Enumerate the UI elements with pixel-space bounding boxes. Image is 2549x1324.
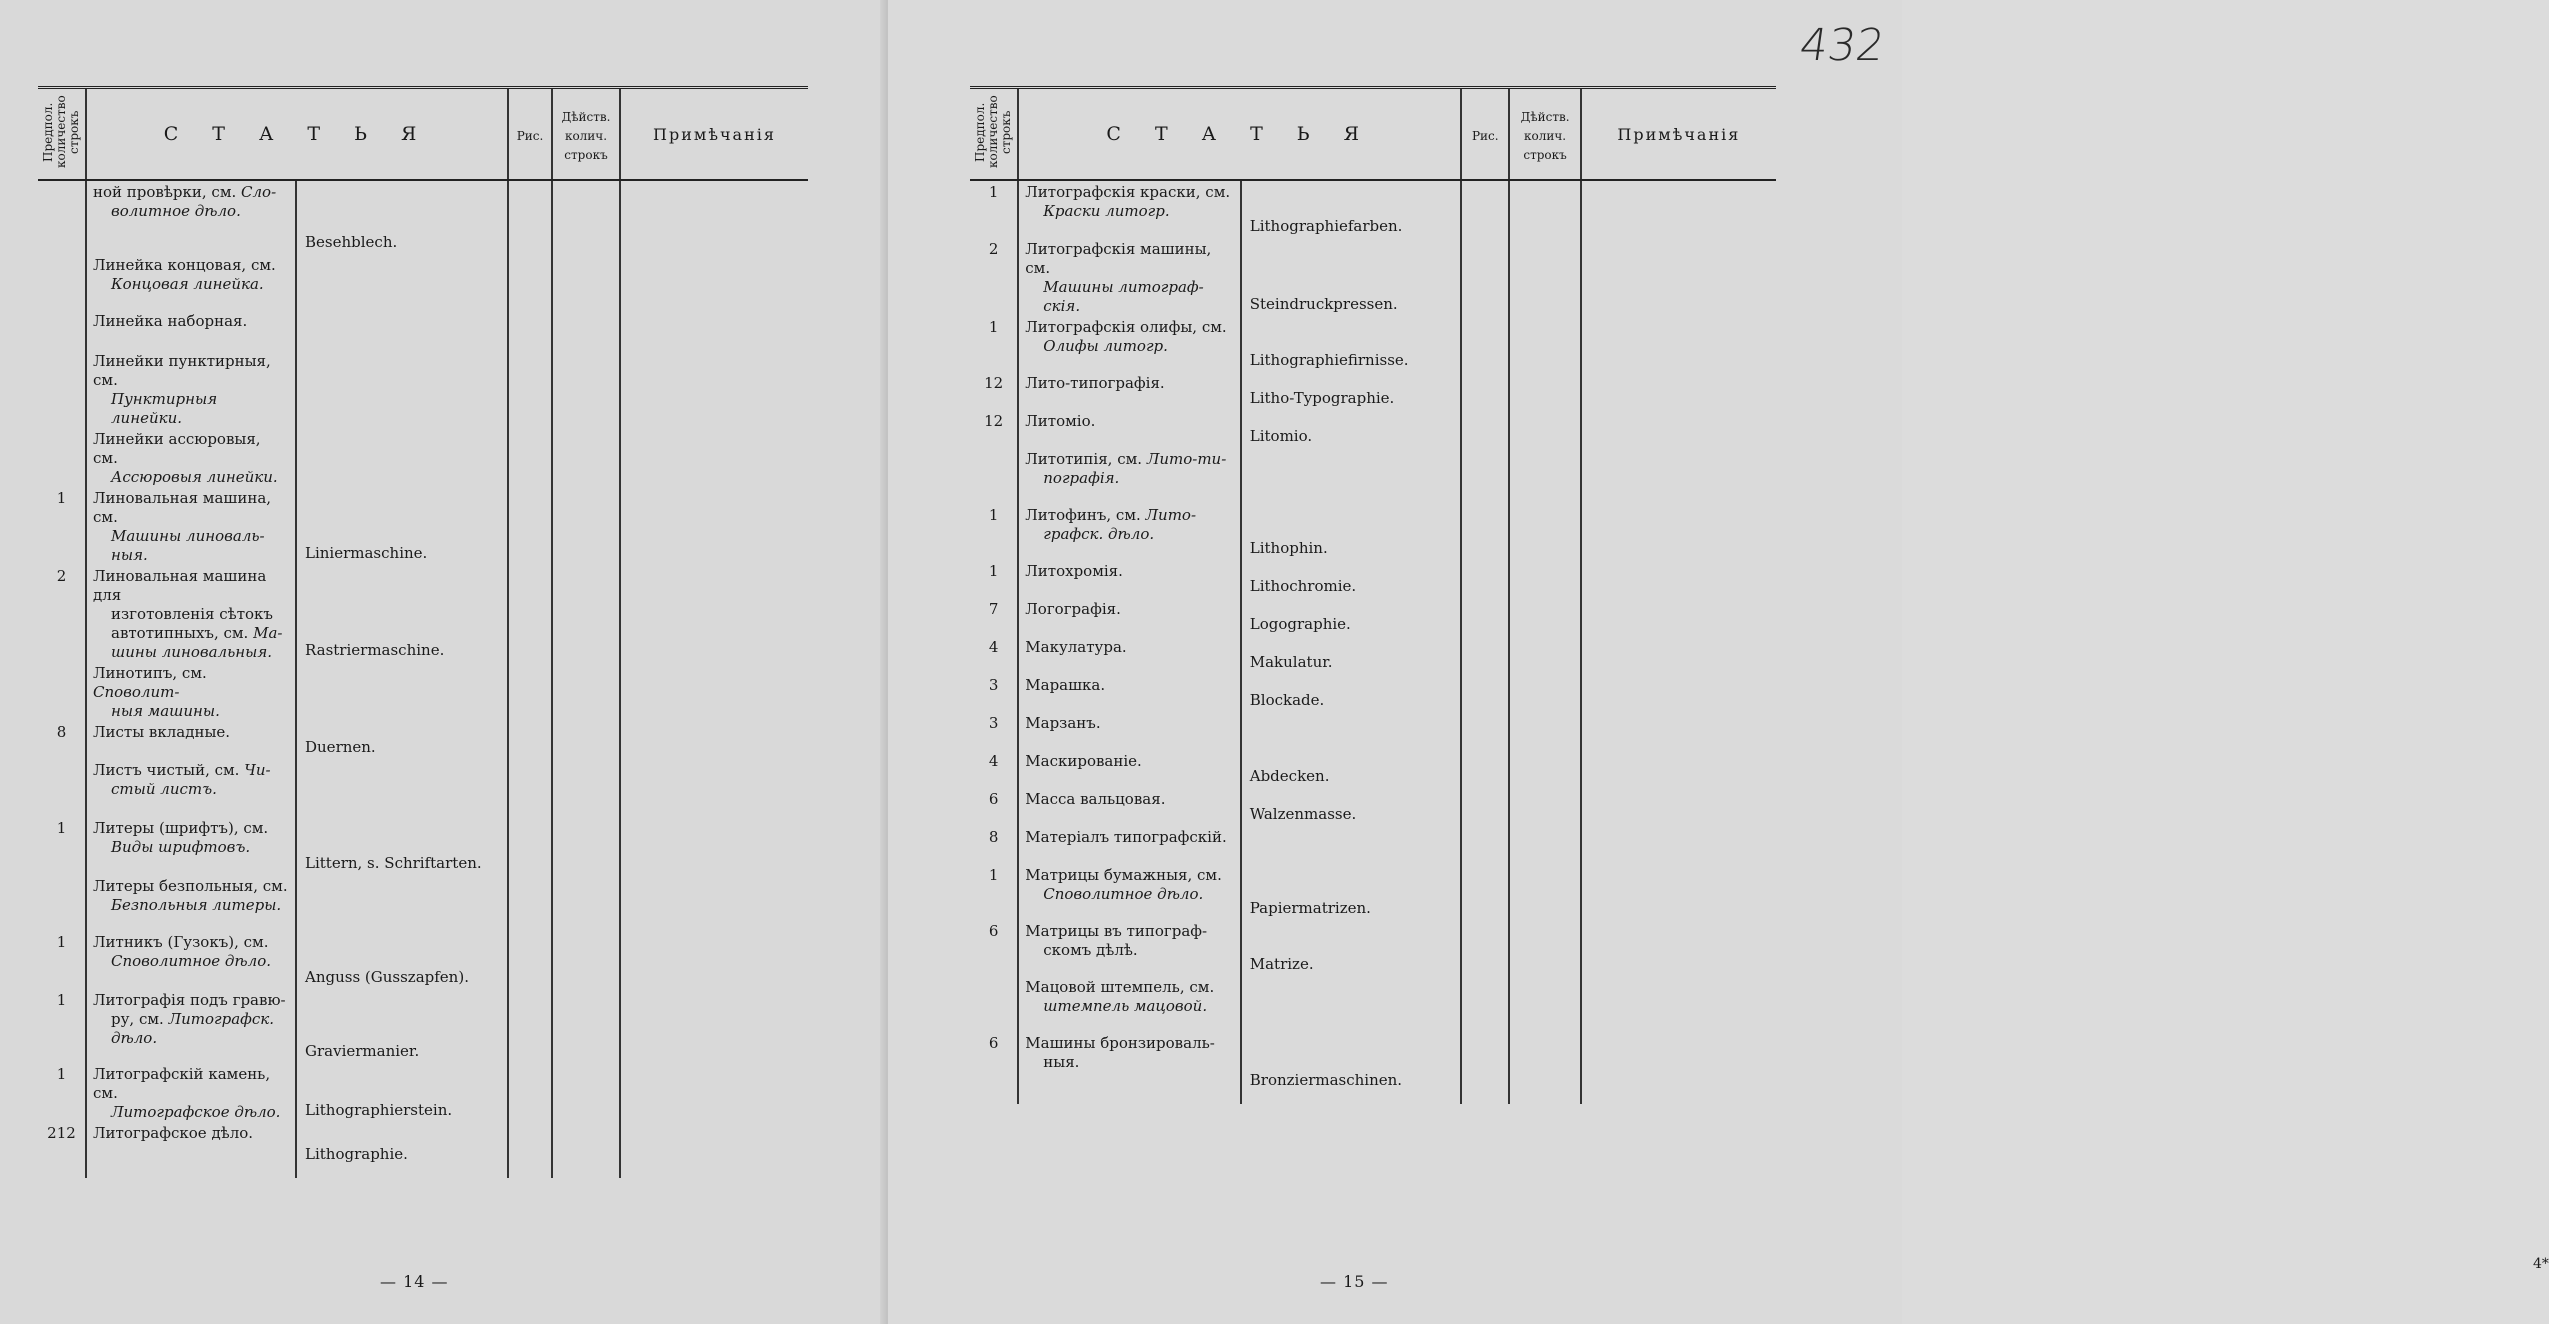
page-number: — 14 —	[380, 1272, 449, 1291]
header-fig: Рис.	[508, 88, 552, 181]
row-line-count: 1	[988, 183, 999, 201]
row-notes	[1581, 448, 1776, 504]
row-fig	[508, 989, 552, 1063]
header-notes: Примѣчанія	[620, 88, 808, 181]
register-table-right	[970, 86, 1776, 1104]
header-count: Предпол. количество строкъ	[970, 88, 1018, 181]
row-actual-count	[1509, 238, 1580, 316]
row-notes	[620, 875, 808, 931]
row-german-term: Litho-Typographie.	[1241, 372, 1461, 410]
row-article: Линотипъ, см. Споволит- ныя машины.	[86, 662, 296, 721]
row-article: Литографскія машины, см. Машины литограф- скія.	[1018, 238, 1240, 316]
row-article: Литохромія.	[1018, 560, 1240, 598]
header-actual: Дѣйств. колич. строкъ	[1509, 88, 1580, 181]
row-actual-count	[552, 254, 620, 310]
row-notes	[1581, 636, 1776, 674]
row-actual-count	[1509, 560, 1580, 598]
table-row	[970, 1032, 1776, 1092]
table-row	[38, 989, 808, 1063]
row-notes	[620, 1122, 808, 1166]
row-fig	[508, 1122, 552, 1166]
row-line-count	[970, 976, 1018, 1032]
row-line-count: 3	[988, 714, 999, 732]
row-article: Литеры безпольныя, см. Безпольныя литеры.	[86, 875, 296, 931]
row-actual-count	[1509, 410, 1580, 448]
filler-cell	[296, 1166, 508, 1178]
table-row	[970, 598, 1776, 636]
row-actual-count	[552, 350, 620, 428]
row-german-term: Lithochromie.	[1241, 560, 1461, 598]
filler-cell	[1461, 1092, 1509, 1104]
row-fig	[508, 254, 552, 310]
table-row	[38, 759, 808, 817]
row-notes	[620, 565, 808, 662]
row-article: Литографія подъ гравю- ру, см. Литографск. дѣло.	[86, 989, 296, 1063]
row-line-count	[970, 448, 1018, 504]
row-german-term: Lithographierstein.	[296, 1063, 508, 1122]
row-german-term: Abdecken.	[1241, 750, 1461, 788]
row-german-term: Duernen.	[296, 721, 508, 759]
table-row	[970, 750, 1776, 788]
row-article: Марзанъ.	[1018, 712, 1240, 750]
row-article: Линейки ассюровыя, см. Ассюровыя линейки.	[86, 428, 296, 487]
row-fig	[508, 180, 552, 254]
row-fig	[1461, 636, 1509, 674]
row-actual-count	[552, 1122, 620, 1166]
table-row	[38, 931, 808, 989]
row-notes	[1581, 750, 1776, 788]
row-fig	[1461, 1032, 1509, 1092]
row-fig	[508, 875, 552, 931]
row-line-count	[38, 310, 86, 350]
row-fig	[1461, 826, 1509, 864]
row-german-term: Besehblech.	[296, 180, 508, 254]
row-fig	[508, 310, 552, 350]
row-fig	[1461, 788, 1509, 826]
row-line-count: 1	[988, 318, 999, 336]
row-fig	[1461, 560, 1509, 598]
row-article: Листы вкладные.	[86, 721, 296, 759]
row-fig	[508, 350, 552, 428]
row-german-term: Steindruckpressen.	[1241, 238, 1461, 316]
row-line-count: 3	[988, 676, 999, 694]
row-notes	[1581, 180, 1776, 238]
row-notes	[1581, 712, 1776, 750]
row-notes	[1581, 1032, 1776, 1092]
row-notes	[1581, 920, 1776, 976]
row-article: Литофинъ, см. Лито- графск. дѣло.	[1018, 504, 1240, 560]
table-row	[970, 316, 1776, 372]
row-article: Литографское дѣло.	[86, 1122, 296, 1166]
row-line-count: 6	[988, 790, 999, 808]
page-number: — 15 —	[1320, 1272, 1389, 1291]
row-notes	[1581, 598, 1776, 636]
row-german-term: Lithographiefirnisse.	[1241, 316, 1461, 372]
row-fig	[1461, 180, 1509, 238]
row-notes	[620, 759, 808, 817]
row-german-term	[1241, 826, 1461, 864]
filler-cell	[1241, 1092, 1461, 1104]
row-line-count: 1	[56, 819, 67, 837]
row-german-term: Blockade.	[1241, 674, 1461, 712]
row-actual-count	[1509, 448, 1580, 504]
row-line-count: 4	[988, 638, 999, 656]
row-article: Линейка наборная.	[86, 310, 296, 350]
row-notes	[620, 989, 808, 1063]
row-line-count: 212	[47, 1124, 76, 1142]
row-german-term: Litomio.	[1241, 410, 1461, 448]
row-actual-count	[1509, 788, 1580, 826]
table-filler-row	[970, 1092, 1776, 1104]
row-line-count: 1	[56, 1065, 67, 1083]
row-actual-count	[552, 487, 620, 565]
row-article: Линовальная машина для изготовленія сѣтокъ автотипныхъ, см. Ма- шины линовальныя.	[86, 565, 296, 662]
row-line-count: 2	[56, 567, 67, 585]
row-german-term: Bronziermaschinen.	[1241, 1032, 1461, 1092]
table-row	[970, 674, 1776, 712]
row-actual-count	[552, 989, 620, 1063]
row-german-term	[296, 662, 508, 721]
row-article: Машины бронзироваль- ныя.	[1018, 1032, 1240, 1092]
row-actual-count	[1509, 826, 1580, 864]
row-fig	[1461, 598, 1509, 636]
row-article: Литоміо.	[1018, 410, 1240, 448]
row-fig	[1461, 750, 1509, 788]
row-german-term: Rastriermaschine.	[296, 565, 508, 662]
table-row	[970, 976, 1776, 1032]
row-notes	[1581, 560, 1776, 598]
row-line-count: 8	[988, 828, 999, 846]
row-notes	[620, 487, 808, 565]
filler-cell	[1581, 1092, 1776, 1104]
row-fig	[1461, 712, 1509, 750]
row-article: Литографскія олифы, см. Олифы литогр.	[1018, 316, 1240, 372]
row-line-count: 1	[56, 489, 67, 507]
row-notes	[620, 817, 808, 875]
table-row	[38, 1063, 808, 1122]
table-row	[970, 504, 1776, 560]
row-line-count: 12	[984, 412, 1004, 430]
row-notes	[620, 180, 808, 254]
row-fig	[508, 487, 552, 565]
row-german-term: Makulatur.	[1241, 636, 1461, 674]
row-line-count: 7	[988, 600, 999, 618]
row-actual-count	[552, 759, 620, 817]
row-notes	[620, 350, 808, 428]
row-fig	[508, 721, 552, 759]
row-actual-count	[552, 662, 620, 721]
table-row	[970, 826, 1776, 864]
row-actual-count	[552, 180, 620, 254]
row-line-count: 1	[56, 933, 67, 951]
table-row	[38, 254, 808, 310]
row-german-term	[296, 254, 508, 310]
row-actual-count	[1509, 712, 1580, 750]
row-german-term: Littern, s. Schriftarten.	[296, 817, 508, 875]
row-actual-count	[1509, 864, 1580, 920]
row-fig	[508, 428, 552, 487]
row-german-term	[296, 310, 508, 350]
table-row	[970, 448, 1776, 504]
row-fig	[508, 931, 552, 989]
row-notes	[620, 721, 808, 759]
row-line-count: 1	[988, 506, 999, 524]
filler-cell	[970, 1092, 1018, 1104]
row-article: Логографія.	[1018, 598, 1240, 636]
table-row	[970, 920, 1776, 976]
row-fig	[508, 565, 552, 662]
row-line-count	[38, 350, 86, 428]
table-filler-row	[38, 1166, 808, 1178]
row-article: Линейки пунктирныя, см. Пунктирныя линейки.	[86, 350, 296, 428]
row-actual-count	[1509, 920, 1580, 976]
header-count: Предпол. количество строкъ	[38, 88, 86, 181]
table-row	[38, 1122, 808, 1166]
row-actual-count	[552, 931, 620, 989]
row-line-count: 6	[988, 1034, 999, 1052]
row-fig	[508, 662, 552, 721]
folio-number: 432	[1796, 20, 1888, 71]
table-row	[970, 788, 1776, 826]
row-line-count: 8	[56, 723, 67, 741]
row-notes	[620, 931, 808, 989]
row-german-term	[296, 428, 508, 487]
row-german-term: Logographie.	[1241, 598, 1461, 636]
filler-cell	[620, 1166, 808, 1178]
filler-cell	[1018, 1092, 1240, 1104]
row-fig	[1461, 410, 1509, 448]
table-row	[38, 487, 808, 565]
table-row	[970, 410, 1776, 448]
row-line-count	[38, 759, 86, 817]
row-article: Макулатура.	[1018, 636, 1240, 674]
row-line-count	[38, 662, 86, 721]
table-row	[970, 560, 1776, 598]
row-german-term	[1241, 976, 1461, 1032]
table-row	[970, 864, 1776, 920]
row-fig	[1461, 448, 1509, 504]
row-article: Литотипія, см. Лито-ти- пографія.	[1018, 448, 1240, 504]
header-article: С Т А Т Ь Я	[86, 88, 508, 181]
row-line-count: 1	[988, 562, 999, 580]
table-row	[38, 428, 808, 487]
row-german-term: Matrize.	[1241, 920, 1461, 976]
row-actual-count	[1509, 504, 1580, 560]
row-actual-count	[552, 1063, 620, 1122]
row-fig	[1461, 976, 1509, 1032]
row-german-term: Lithographiefarben.	[1241, 180, 1461, 238]
row-fig	[1461, 674, 1509, 712]
row-article: Мацовой штемпель, см. штемпель мацовой.	[1018, 976, 1240, 1032]
row-line-count: 1	[988, 866, 999, 884]
row-actual-count	[1509, 180, 1580, 238]
header-fig: Рис.	[1461, 88, 1509, 181]
table-row	[970, 372, 1776, 410]
row-actual-count	[1509, 316, 1580, 372]
row-article: Литникъ (Гузокъ), см. Споволитное дѣло.	[86, 931, 296, 989]
row-line-count: 12	[984, 374, 1004, 392]
row-notes	[620, 310, 808, 350]
row-notes	[1581, 410, 1776, 448]
page-left	[0, 0, 888, 1324]
row-actual-count	[1509, 598, 1580, 636]
row-german-term	[1241, 712, 1461, 750]
table-row	[38, 310, 808, 350]
row-notes	[1581, 372, 1776, 410]
row-actual-count	[552, 310, 620, 350]
header-notes: Примѣчанія	[1581, 88, 1776, 181]
signature-mark: 4*	[2533, 1256, 2549, 1272]
table-row	[970, 238, 1776, 316]
row-actual-count	[552, 428, 620, 487]
row-notes	[1581, 864, 1776, 920]
row-fig	[1461, 504, 1509, 560]
row-notes	[620, 662, 808, 721]
filler-cell	[552, 1166, 620, 1178]
row-article: Матеріалъ типографскій.	[1018, 826, 1240, 864]
row-german-term	[296, 875, 508, 931]
row-german-term: Walzenmasse.	[1241, 788, 1461, 826]
row-actual-count	[552, 875, 620, 931]
row-article: Масса вальцовая.	[1018, 788, 1240, 826]
row-article: Литографскія краски, см. Краски литогр.	[1018, 180, 1240, 238]
row-article: Матрицы бумажныя, см. Споволитное дѣло.	[1018, 864, 1240, 920]
row-actual-count	[552, 565, 620, 662]
table-row	[38, 180, 808, 254]
row-german-term: Anguss (Gusszapfen).	[296, 931, 508, 989]
row-fig	[508, 759, 552, 817]
table-row	[38, 721, 808, 759]
row-actual-count	[1509, 750, 1580, 788]
row-fig	[1461, 238, 1509, 316]
row-line-count	[38, 428, 86, 487]
row-actual-count	[1509, 636, 1580, 674]
table-row	[38, 662, 808, 721]
filler-cell	[86, 1166, 296, 1178]
row-article: Линовальная машина, см. Машины линоваль- ныя.	[86, 487, 296, 565]
row-german-term	[296, 759, 508, 817]
header-actual: Дѣйств. колич. строкъ	[552, 88, 620, 181]
row-actual-count	[552, 721, 620, 759]
row-german-term	[1241, 448, 1461, 504]
header-article: С Т А Т Ь Я	[1018, 88, 1461, 181]
row-line-count: 4	[988, 752, 999, 770]
row-notes	[1581, 976, 1776, 1032]
row-actual-count	[1509, 976, 1580, 1032]
row-notes	[1581, 674, 1776, 712]
table-row	[970, 636, 1776, 674]
row-notes	[620, 254, 808, 310]
row-german-term: Papiermatrizen.	[1241, 864, 1461, 920]
row-article: Лито-типографія.	[1018, 372, 1240, 410]
row-line-count: 1	[56, 991, 67, 1009]
row-fig	[508, 1063, 552, 1122]
row-notes	[1581, 316, 1776, 372]
row-fig	[508, 817, 552, 875]
filler-cell	[38, 1166, 86, 1178]
row-german-term: Graviermanier.	[296, 989, 508, 1063]
filler-cell	[1509, 1092, 1580, 1104]
row-article: Литографскій камень, см. Литографское дѣло.	[86, 1063, 296, 1122]
row-fig	[1461, 372, 1509, 410]
row-notes	[620, 1063, 808, 1122]
row-notes	[1581, 504, 1776, 560]
table-row	[970, 180, 1776, 238]
row-article: Марашка.	[1018, 674, 1240, 712]
row-article: ной провѣрки, см. Сло- волитное дѣло.	[86, 180, 296, 254]
row-actual-count	[1509, 674, 1580, 712]
row-line-count	[38, 875, 86, 931]
row-notes	[620, 428, 808, 487]
row-fig	[1461, 920, 1509, 976]
row-article: Маскированіе.	[1018, 750, 1240, 788]
row-actual-count	[1509, 1032, 1580, 1092]
page-right	[888, 0, 2549, 1324]
row-actual-count	[1509, 372, 1580, 410]
row-line-count: 2	[988, 240, 999, 258]
table-row	[38, 565, 808, 662]
row-german-term: Lithophin.	[1241, 504, 1461, 560]
row-actual-count	[552, 817, 620, 875]
row-line-count	[38, 254, 86, 310]
row-line-count: 6	[988, 922, 999, 940]
row-line-count	[38, 180, 86, 254]
row-german-term	[296, 350, 508, 428]
table-row	[38, 875, 808, 931]
register-table-left	[38, 86, 808, 1178]
table-row	[38, 350, 808, 428]
row-notes	[1581, 826, 1776, 864]
row-article: Листъ чистый, см. Чи- стый листъ.	[86, 759, 296, 817]
row-notes	[1581, 788, 1776, 826]
row-article: Матрицы въ типограф- скомъ дѣлѣ.	[1018, 920, 1240, 976]
row-article: Литеры (шрифтъ), см. Виды шрифтовъ.	[86, 817, 296, 875]
row-german-term: Liniermaschine.	[296, 487, 508, 565]
table-row	[38, 817, 808, 875]
row-german-term: Lithographie.	[296, 1122, 508, 1166]
table-row	[970, 712, 1776, 750]
row-fig	[1461, 316, 1509, 372]
row-fig	[1461, 864, 1509, 920]
row-notes	[1581, 238, 1776, 316]
filler-cell	[508, 1166, 552, 1178]
row-article: Линейка концовая, см. Концовая линейка.	[86, 254, 296, 310]
